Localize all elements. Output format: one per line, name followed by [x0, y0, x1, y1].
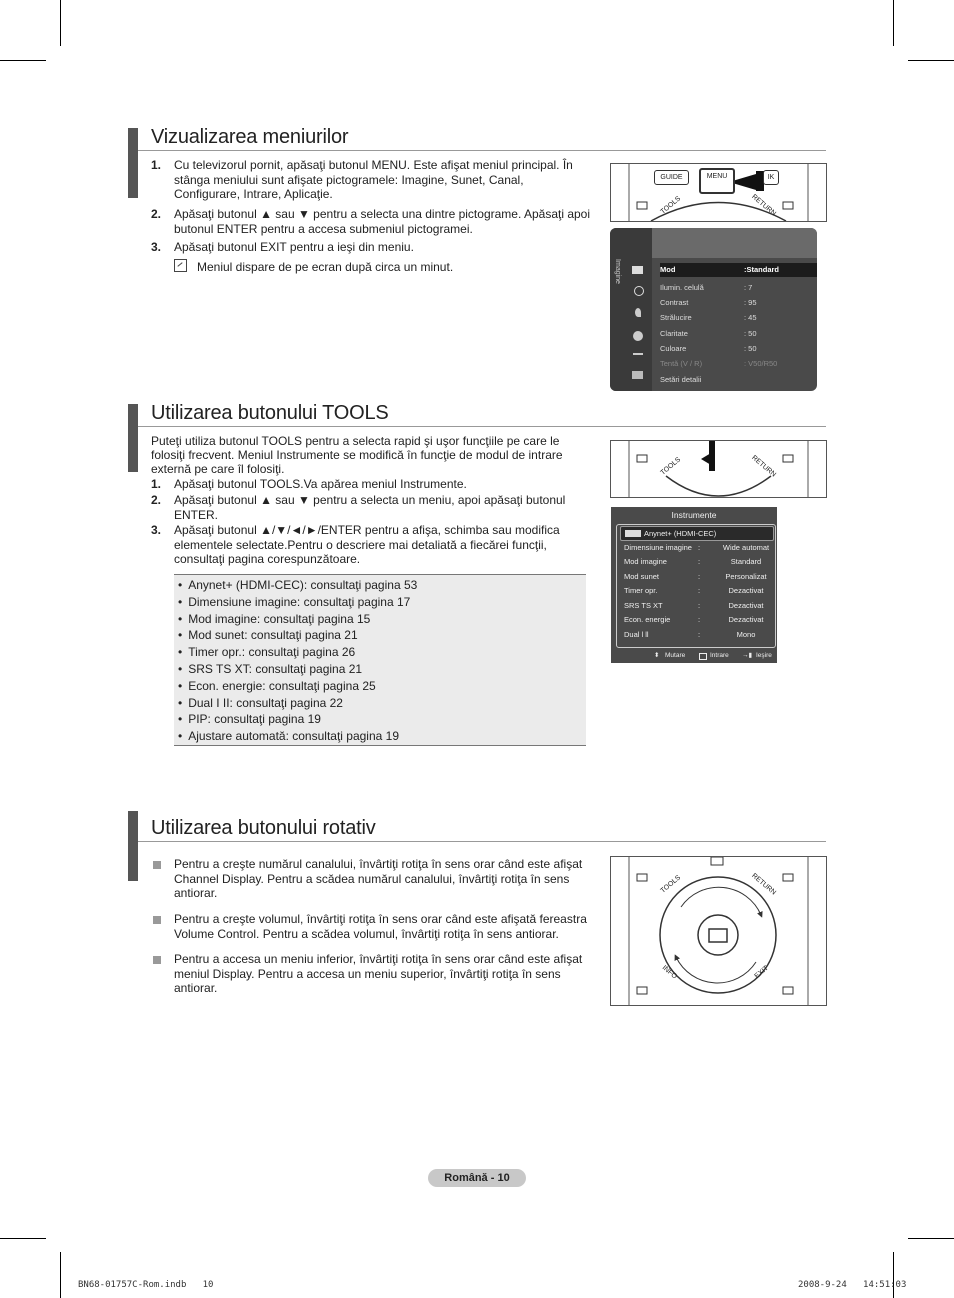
tools-label: TOOLS: [659, 195, 683, 216]
section-rule: [138, 841, 826, 842]
osd-row[interactable]: Claritate : 50: [660, 329, 757, 338]
exit-label: EXIT: [753, 964, 770, 981]
bullet-square-icon: [153, 916, 161, 924]
tools-row[interactable]: Timer opr. : Dezactivat: [624, 586, 764, 595]
picture-icon: [632, 266, 643, 274]
section-marker: [128, 128, 138, 198]
tools-menu-top-item[interactable]: Anynet+ (HDMI-CEC): [620, 526, 774, 541]
osd-row[interactable]: Strălucire : 45: [660, 313, 757, 322]
osd-sidebar: [610, 228, 652, 391]
info-label: INFO: [660, 964, 679, 981]
osd-row[interactable]: Culoare : 50: [660, 344, 757, 353]
list-item: • Mod imagine: consultaţi pagina 15: [178, 611, 586, 628]
list-item: • Ajustare automată: consultaţi pagina 19: [178, 728, 586, 745]
bullet-square-icon: [153, 956, 161, 964]
osd-side-label: Imagine: [613, 259, 621, 284]
remote-illustration: [610, 440, 827, 498]
tools-row[interactable]: Econ. energie : Dezactivat: [624, 615, 764, 624]
crop-mark: [908, 1238, 954, 1239]
return-label: RETURN: [750, 454, 778, 479]
tools-reference-list: [174, 574, 586, 746]
crop-mark: [893, 1252, 894, 1298]
list-item: • Econ. energie: consultaţi pagina 25: [178, 678, 586, 695]
page-number: Română - 10: [428, 1169, 526, 1187]
note-icon: [174, 259, 187, 272]
move-icon: ⬍: [654, 652, 660, 659]
section-title: Utilizarea butonului rotativ: [151, 817, 376, 839]
remote-drawing: [611, 441, 826, 497]
list-item: • PIP: consultaţi pagina 19: [178, 711, 586, 728]
exit-icon: →▮: [742, 652, 753, 659]
osd-row[interactable]: Ilumin. celulă : 7: [660, 283, 753, 292]
bullet-item: Pentru a creşte numărul canalului, învârtiţi rotiţa în sens orar când este afişat Channel Display. Pentru a scădea numărul canalului, învârtiţi rotiţa în sens antiorar.: [151, 857, 601, 901]
crop-mark: [0, 1238, 46, 1239]
osd-header: [652, 228, 817, 258]
list-item: • SRS TS XT: consultaţi pagina 21: [178, 661, 586, 678]
intro-paragraph: Puteţi utiliza butonul TOOLS pentru a selecta rapid şi uşor funcţiile pe care le folosiţi frecvent. Meniul Instrumente se modifică în funcţie de modul de intrare externă pe care îl folosiţi.: [151, 434, 563, 476]
bullet-square-icon: [153, 861, 161, 869]
list-item: • Anynet+ (HDMI-CEC): consultaţi pagina 53: [178, 577, 586, 594]
tools-menu-title: Instrumente: [671, 510, 717, 520]
remote-illustration: [610, 856, 827, 1006]
remote-illustration: [610, 163, 827, 222]
enter-icon: [699, 653, 707, 660]
input-icon: [633, 353, 643, 361]
crop-mark: [60, 1252, 61, 1298]
osd-row[interactable]: Setări detalii: [660, 375, 702, 384]
tools-row[interactable]: SRS TS XT : Dezactivat: [624, 601, 764, 610]
channel-icon: [635, 308, 641, 317]
tools-row[interactable]: Mod imagine : Standard: [624, 557, 762, 566]
setup-icon: [633, 331, 643, 341]
anynet-icon: [625, 530, 641, 537]
section-title: Utilizarea butonului TOOLS: [151, 402, 389, 424]
list-item: • Timer opr.: consultaţi pagina 26: [178, 644, 586, 661]
osd-row[interactable]: Mod :Standard: [660, 263, 817, 277]
list-item: • Dimensiune imagine: consultaţi pagina 17: [178, 594, 586, 611]
step-item: 1. Cu televizorul pornit, apăsaţi butonul MENU. Este afişat meniul principal. În stânga meniului sunt afişate pictogramele: Imagine, Sunet, Canal, Configurare, Intrare, Aplicaţie.: [151, 158, 573, 201]
crop-mark: [0, 60, 46, 61]
step-item: 3. Apăsaţi butonul ▲/▼/◄/►/ENTER pentru a afişa, schimba sau modifica elementele selectate.Pentru o descriere mai detaliată a fiecărei funcţii, consultaţi pagina corespunzătoare.: [151, 523, 560, 566]
return-label: RETURN: [750, 872, 778, 897]
tools-row[interactable]: Dimensiune imagine : Wide automat: [624, 543, 770, 552]
file-info: BN68-01757C-Rom.indb 10: [78, 1280, 214, 1290]
section-marker: [128, 404, 138, 472]
tools-row[interactable]: Mod sunet : Personalizat: [624, 572, 767, 581]
tools-menu-osd: [611, 507, 777, 663]
tools-menu-footer: ⬍ Mutare Intrare →▮ Ieşire: [611, 649, 777, 663]
step-item: 3. Apăsaţi butonul EXIT pentru a ieşi din meniu.: [151, 240, 414, 254]
section-marker: [128, 811, 138, 881]
application-icon: [632, 371, 643, 379]
section-rule: [138, 426, 826, 427]
sound-icon: [634, 286, 644, 296]
step-item: 1. Apăsaţi butonul TOOLS.Va apărea meniul Instrumente.: [151, 477, 467, 491]
return-label: RETURN: [750, 193, 778, 218]
bullet-item: Pentru a creşte volumul, învârtiţi rotiţa în sens orar când este afişată fereastra Volume Control. Pentru a scădea volumul, învârtiţi rotiţa în sens antiorar.: [151, 912, 601, 941]
tools-label: TOOLS: [659, 456, 683, 477]
ik-button[interactable]: IK: [763, 170, 779, 185]
remote-drawing: [611, 857, 826, 1005]
crop-mark: [60, 0, 61, 46]
bullet-item: Pentru a accesa un meniu inferior, învârtiţi rotiţa în sens orar când este afişat meniul Display. Pentru a accesa un meniu superior, învârtiţi rotiţa în sens antiorar.: [151, 952, 601, 996]
list-item: • Dual I II: consultaţi pagina 22: [178, 695, 586, 712]
section-rule: [138, 150, 826, 151]
crop-mark: [908, 60, 954, 61]
osd-row[interactable]: Contrast : 95: [660, 298, 757, 307]
osd-row: Tentă (V / R) : V50/R50: [660, 359, 778, 368]
tools-label: TOOLS: [659, 874, 683, 895]
step-item: 2. Apăsaţi butonul ▲ sau ▼ pentru a selecta un meniu, apoi apăsaţi butonul ENTER.: [151, 493, 566, 522]
section-title: Vizualizarea meniurilor: [151, 126, 349, 148]
crop-mark: [893, 0, 894, 46]
print-date: 2008-9-24 14:51:03: [798, 1280, 907, 1290]
menu-button[interactable]: MENU: [699, 168, 735, 194]
step-item: 2. Apăsaţi butonul ▲ sau ▼ pentru a selecta una dintre pictograme. Apăsaţi apoi butonul ENTER pentru a accesa submeniul pictogramei.: [151, 207, 591, 236]
tools-row[interactable]: Dual l ll : Mono: [624, 630, 756, 639]
note: Meniul dispare de pe ecran după circa un minut.: [174, 259, 453, 274]
guide-button[interactable]: GUIDE: [654, 170, 689, 185]
list-item: • Mod sunet: consultaţi pagina 21: [178, 627, 586, 644]
picture-menu-osd: [610, 228, 817, 391]
